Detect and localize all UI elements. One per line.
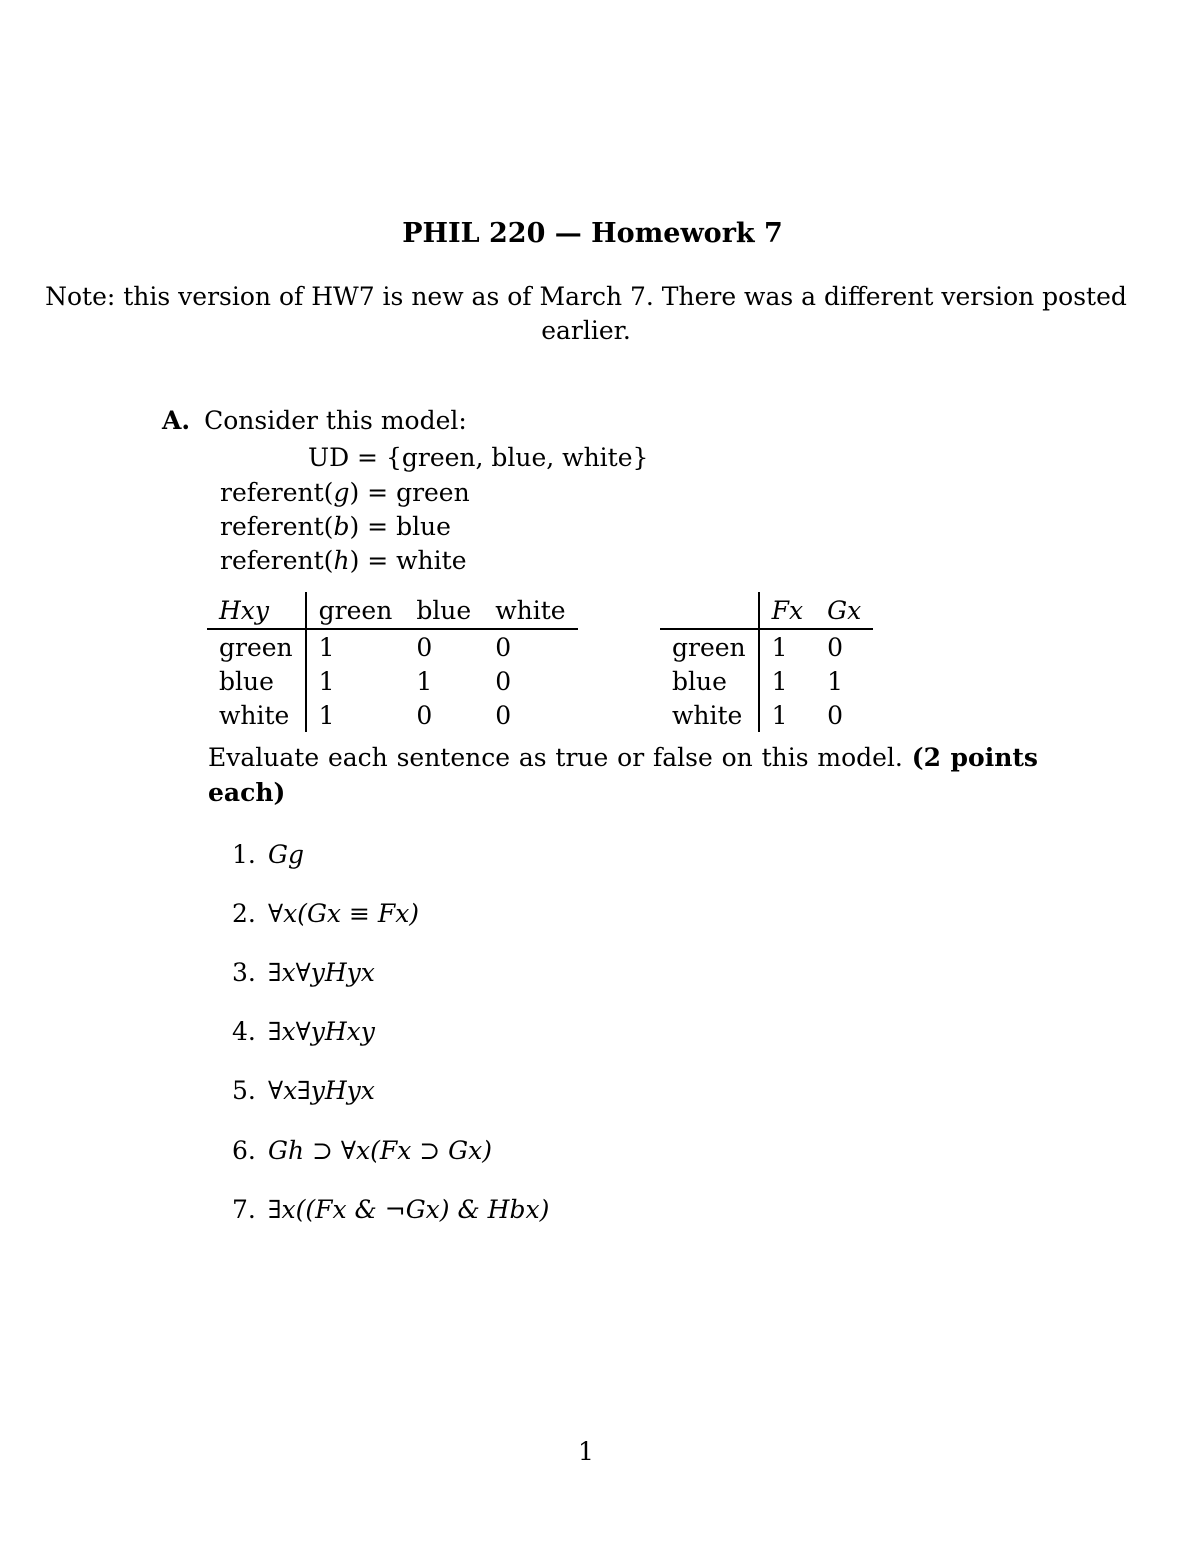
h-table-col: green	[306, 592, 405, 629]
section-a-heading	[162, 406, 467, 435]
table-row: green 1 0 0	[207, 629, 578, 664]
evaluation-instruction: Evaluate each sentence as true or false on this model. (2 points each)	[208, 743, 1038, 807]
list-item: 2. ∀x(Gx ≡ Fx)	[232, 899, 420, 928]
h-table-col: white	[483, 592, 577, 629]
section-a-label: A.	[162, 406, 191, 435]
fg-predicate-table	[660, 592, 873, 732]
referent-b: referent(b) = blue	[220, 512, 451, 541]
referent-g: referent(g) = green	[220, 478, 470, 507]
table-row: green 1 0	[660, 629, 873, 664]
points-note: (2 points each)	[208, 743, 1038, 807]
fg-table-col: Gx	[815, 592, 873, 629]
page-title: PHIL 220 — Homework 7	[402, 218, 783, 249]
fg-table-col: Fx	[759, 592, 815, 629]
list-item: 4. ∃x∀yHxy	[232, 1017, 375, 1046]
table-row: blue 1 1 0	[207, 664, 578, 698]
list-item: 3. ∃x∀yHyx	[232, 958, 375, 987]
universe-of-discourse: UD = {green, blue, white}	[308, 443, 649, 472]
list-item: 5. ∀x∃yHyx	[232, 1076, 375, 1105]
table-row: white 1 0	[660, 698, 873, 732]
referent-h: referent(h) = white	[220, 546, 467, 575]
version-note: Note: this version of HW7 is new as of March 7. There was a different version posted earlier.	[45, 282, 1127, 345]
list-item: 6. Gh ⊃ ∀x(Fx ⊃ Gx)	[232, 1136, 492, 1165]
h-table-col: blue	[404, 592, 483, 629]
page-number: 1	[578, 1437, 594, 1466]
h-table-corner: Hxy	[207, 592, 306, 629]
fg-table-corner	[660, 592, 759, 629]
table-row: blue 1 1	[660, 664, 873, 698]
h-relation-table	[207, 592, 578, 732]
table-row: white 1 0 0	[207, 698, 578, 732]
section-a-intro: Consider this model:	[204, 406, 467, 435]
list-item: 1. Gg	[232, 840, 304, 869]
list-item: 7. ∃x((Fx & ¬Gx) & Hbx)	[232, 1195, 550, 1224]
